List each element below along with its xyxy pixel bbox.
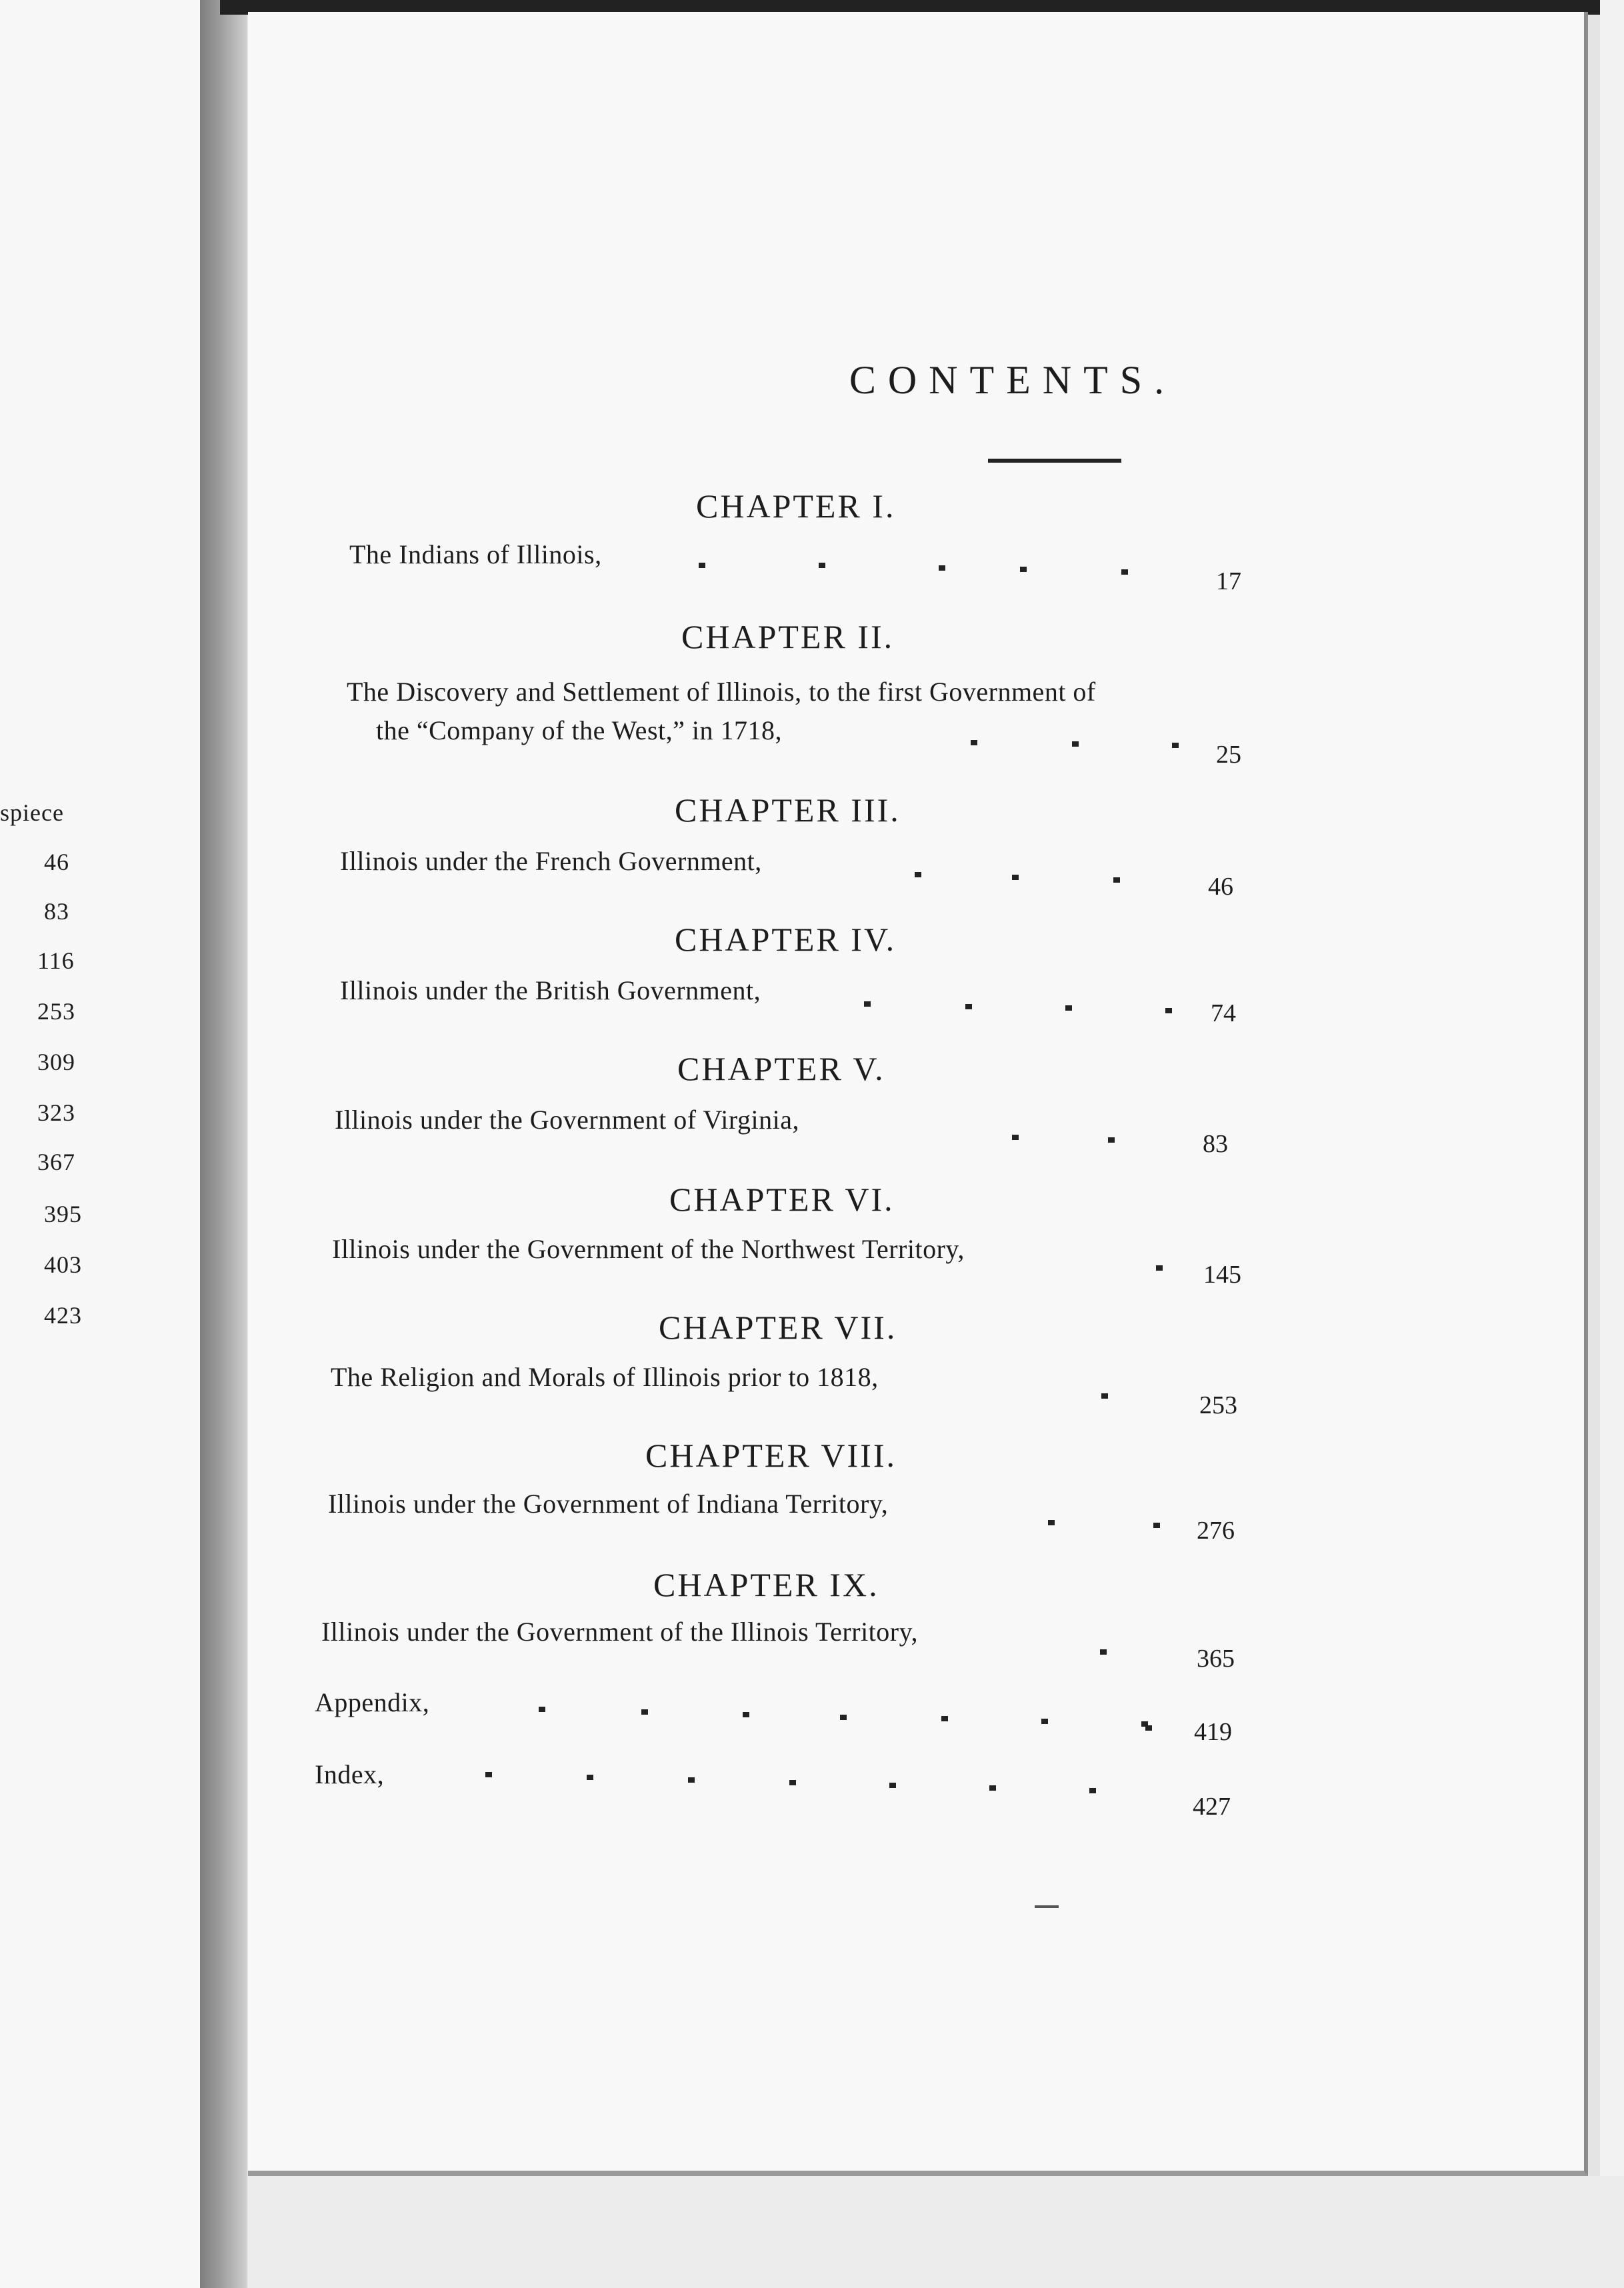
leader-dot (840, 1715, 847, 1720)
facing-page-item: 309 (37, 1049, 75, 1075)
facing-page-item: spiece (0, 799, 64, 826)
title-rule (988, 459, 1121, 463)
entry-title: The Religion and Morals of Illinois prior to 1818, (331, 1362, 879, 1392)
leader-dot (989, 1785, 996, 1791)
leader-dot (915, 872, 921, 877)
entry-title: The Discovery and Settlement of Illinois, to the first Government of (347, 677, 1096, 707)
scan-right-edge (1600, 0, 1624, 2288)
page-number: 17 (1216, 567, 1241, 595)
facing-page-item: 403 (44, 1251, 82, 1278)
facing-page-item: 253 (37, 998, 75, 1025)
leader-dot (789, 1780, 796, 1785)
leader-dot (539, 1707, 545, 1712)
page-number: 145 (1203, 1261, 1241, 1289)
leader-dot (971, 740, 977, 745)
entry-title: Illinois under the French Government, (340, 846, 762, 876)
facing-page-item: 46 (44, 849, 69, 875)
leader-dot (688, 1777, 695, 1783)
chapter-heading: CHAPTER III. (675, 791, 901, 829)
leader-dot (1153, 1523, 1160, 1528)
chapter-heading: CHAPTER IX. (653, 1566, 879, 1603)
entry-title: Illinois under the British Government, (340, 975, 761, 1005)
facing-page-item: 116 (37, 947, 75, 974)
facing-page-item: 395 (44, 1201, 82, 1227)
entry-title: Illinois under the Government of the Northwest Territory, (332, 1234, 965, 1264)
leader-dot (1108, 1137, 1115, 1143)
leader-dot (939, 565, 945, 571)
facing-page-item: 423 (44, 1302, 82, 1329)
appendix-entry: Appendix, (315, 1687, 430, 1717)
bottom-ornament (1035, 1905, 1059, 1908)
book-spine-shadow (200, 0, 247, 2288)
leader-dot (1156, 1265, 1163, 1271)
entry-title: Illinois under the Government of Indiana Territory, (328, 1489, 889, 1519)
leader-dot (965, 1004, 972, 1009)
page-number: 276 (1197, 1517, 1235, 1545)
page-bottom-shade (248, 2176, 1624, 2288)
leader-dot (641, 1709, 648, 1715)
chapter-heading: CHAPTER IV. (675, 921, 897, 958)
leader-dot (1165, 1008, 1172, 1013)
page-number: 365 (1197, 1645, 1235, 1673)
facing-page-item: 323 (37, 1099, 75, 1126)
leader-dot (1101, 1393, 1108, 1399)
facing-page-item: 83 (44, 898, 69, 925)
facing-page-item: 367 (37, 1149, 75, 1175)
chapter-heading: CHAPTER VIII. (645, 1437, 897, 1474)
leader-dot (1089, 1788, 1096, 1793)
leader-dot (1012, 875, 1019, 880)
entry-title: Illinois under the Government of Virginia, (335, 1105, 799, 1135)
leader-dot (1020, 567, 1027, 572)
leader-dot (864, 1001, 871, 1007)
leader-dot (1012, 1135, 1019, 1140)
leader-dot (819, 563, 825, 568)
entry-title-continued: the “Company of the West,” in 1718, (376, 715, 782, 745)
leader-dot (1100, 1649, 1107, 1655)
leader-dot (1072, 741, 1079, 747)
page-number: 83 (1203, 1130, 1228, 1158)
page-number: 427 (1193, 1793, 1231, 1821)
chapter-heading: CHAPTER I. (696, 487, 896, 525)
leader-dot (889, 1783, 896, 1788)
contents-page (248, 12, 1588, 2176)
leader-dot (1065, 1005, 1072, 1011)
page-number: 74 (1211, 999, 1236, 1027)
leader-dot (1048, 1520, 1055, 1525)
entry-title: The Indians of Illinois, (349, 539, 602, 569)
page-number: 46 (1208, 873, 1233, 901)
page-number: 25 (1216, 741, 1241, 769)
chapter-heading: CHAPTER V. (677, 1050, 885, 1087)
entry-title: Illinois under the Government of the Illinois Territory, (321, 1617, 919, 1647)
leader-dot (1121, 569, 1128, 575)
leader-dot (1041, 1719, 1048, 1724)
page-number: 419 (1194, 1718, 1232, 1746)
leader-dot (699, 563, 705, 568)
leader-dot (587, 1775, 593, 1780)
leader-dot (485, 1772, 492, 1777)
leader-dot (743, 1712, 749, 1717)
chapter-heading: CHAPTER II. (681, 618, 895, 655)
leader-dot (941, 1716, 948, 1721)
leader-dot (1172, 743, 1179, 748)
page-number: 253 (1199, 1391, 1237, 1419)
leader-dot (1113, 877, 1120, 883)
chapter-heading: CHAPTER VI. (669, 1181, 895, 1218)
chapter-heading: CHAPTER VII. (659, 1309, 897, 1346)
index-entry: Index, (315, 1759, 385, 1789)
page-title: CONTENTS. (849, 358, 1177, 402)
leader-dot (1145, 1725, 1152, 1731)
facing-page (0, 0, 200, 2288)
